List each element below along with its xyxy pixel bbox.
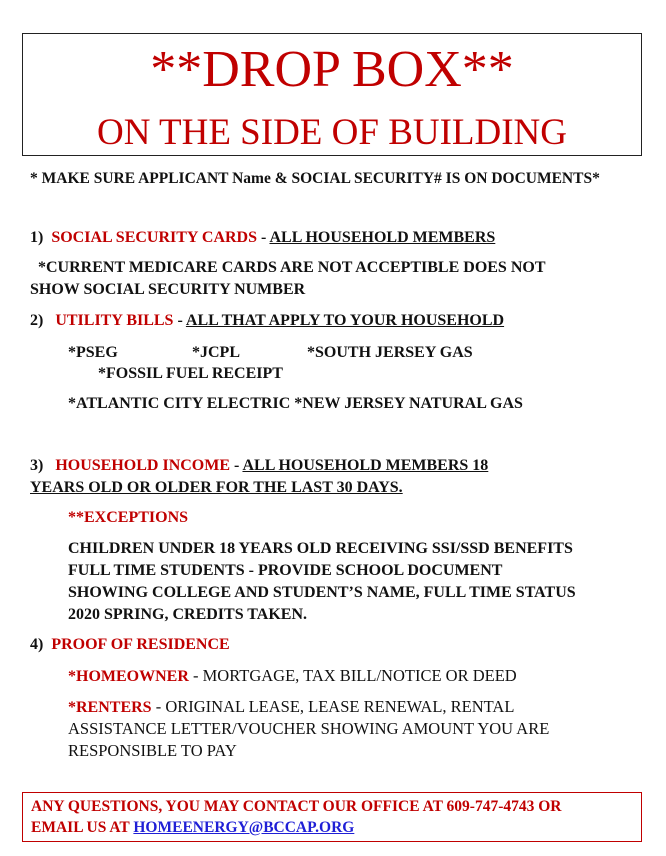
section-1-subtitle: ALL HOUSEHOLD MEMBERS bbox=[269, 229, 496, 246]
section-3-title: HOUSEHOLD INCOME bbox=[55, 457, 231, 474]
section-3-heading bbox=[30, 455, 488, 477]
renters-text-3: RESPONSIBLE TO PAY bbox=[68, 741, 237, 760]
exception-line-3: SHOWING COLLEGE AND STUDENT’S NAME, FULL TIME STATUS bbox=[68, 584, 576, 601]
section-3-number: 3) bbox=[30, 457, 44, 474]
exception-line-4: 2020 SPRING, CREDITS TAKEN. bbox=[68, 606, 308, 623]
contact-box bbox=[22, 792, 642, 842]
header-box bbox=[22, 33, 642, 156]
homeowner-label: *HOMEOWNER bbox=[68, 668, 189, 685]
section-1-heading bbox=[30, 227, 495, 249]
renters-label: *RENTERS bbox=[68, 699, 152, 716]
homeowner-line bbox=[68, 665, 517, 688]
section-2-subtitle: ALL THAT APPLY TO YOUR HOUSEHOLD bbox=[185, 312, 505, 329]
section-2-number: 2) bbox=[30, 312, 44, 329]
section-1-number: 1) bbox=[30, 229, 44, 246]
page-subtitle: ON THE SIDE OF BUILDING bbox=[96, 112, 567, 153]
section-3-subtitle-line1: ALL HOUSEHOLD MEMBERS 18 bbox=[242, 457, 489, 474]
section-1-line1: *CURRENT MEDICARE CARDS ARE NOT ACCEPTIBLE DOES NOT bbox=[38, 259, 546, 276]
homeowner-text: - MORTGAGE, TAX BILL/NOTICE OR DEED bbox=[188, 666, 517, 685]
exception-line-1: CHILDREN UNDER 18 YEARS OLD RECEIVING SSI/SSD BENEFITS bbox=[68, 540, 573, 557]
section-4-number: 4) bbox=[30, 636, 44, 653]
section-3-separator: - bbox=[230, 457, 243, 474]
section-2-title: UTILITY BILLS bbox=[55, 312, 174, 329]
utility-item-jcpl: *JCPL bbox=[192, 344, 240, 361]
exception-line-2: FULL TIME STUDENTS - PROVIDE SCHOOL DOCUMENT bbox=[68, 562, 503, 579]
renters-text-2: ASSISTANCE LETTER/VOUCHER SHOWING AMOUNT YOU ARE bbox=[68, 719, 550, 738]
utility-item-pseg: *PSEG bbox=[68, 344, 118, 361]
renters-line bbox=[68, 696, 514, 719]
exceptions-label: **EXCEPTIONS bbox=[68, 509, 189, 526]
section-4-title: PROOF OF RESIDENCE bbox=[51, 636, 230, 653]
section-4-heading bbox=[30, 634, 230, 656]
section-1-separator: - bbox=[257, 229, 270, 246]
renters-text-1: - ORIGINAL LEASE, LEASE RENEWAL, RENTAL bbox=[151, 697, 515, 716]
utility-item-ace-njng: *ATLANTIC CITY ELECTRIC *NEW JERSEY NATURAL GAS bbox=[68, 395, 523, 412]
section-1-line2: SHOW SOCIAL SECURITY NUMBER bbox=[30, 281, 306, 298]
section-1-title: SOCIAL SECURITY CARDS bbox=[51, 229, 258, 246]
utility-item-fossil: *FOSSIL FUEL RECEIPT bbox=[98, 365, 283, 382]
section-3-subtitle-line2: YEARS OLD OR OLDER FOR THE LAST 30 DAYS. bbox=[30, 479, 403, 496]
applicant-note: * MAKE SURE APPLICANT Name & SOCIAL SECURITY# IS ON DOCUMENTS* bbox=[30, 170, 600, 187]
contact-line-1: ANY QUESTIONS, YOU MAY CONTACT OUR OFFICE AT 609-747-4743 OR bbox=[31, 798, 562, 815]
utility-item-sjg: *SOUTH JERSEY GAS bbox=[307, 344, 473, 361]
contact-line-2 bbox=[31, 817, 354, 839]
contact-email-link[interactable]: HOMEENERGY@BCCAP.ORG bbox=[133, 819, 355, 836]
page-title: **DROP BOX** bbox=[150, 41, 514, 98]
section-2-separator: - bbox=[173, 312, 186, 329]
section-2-heading bbox=[30, 310, 504, 332]
contact-email-prefix: EMAIL US AT bbox=[31, 819, 134, 836]
